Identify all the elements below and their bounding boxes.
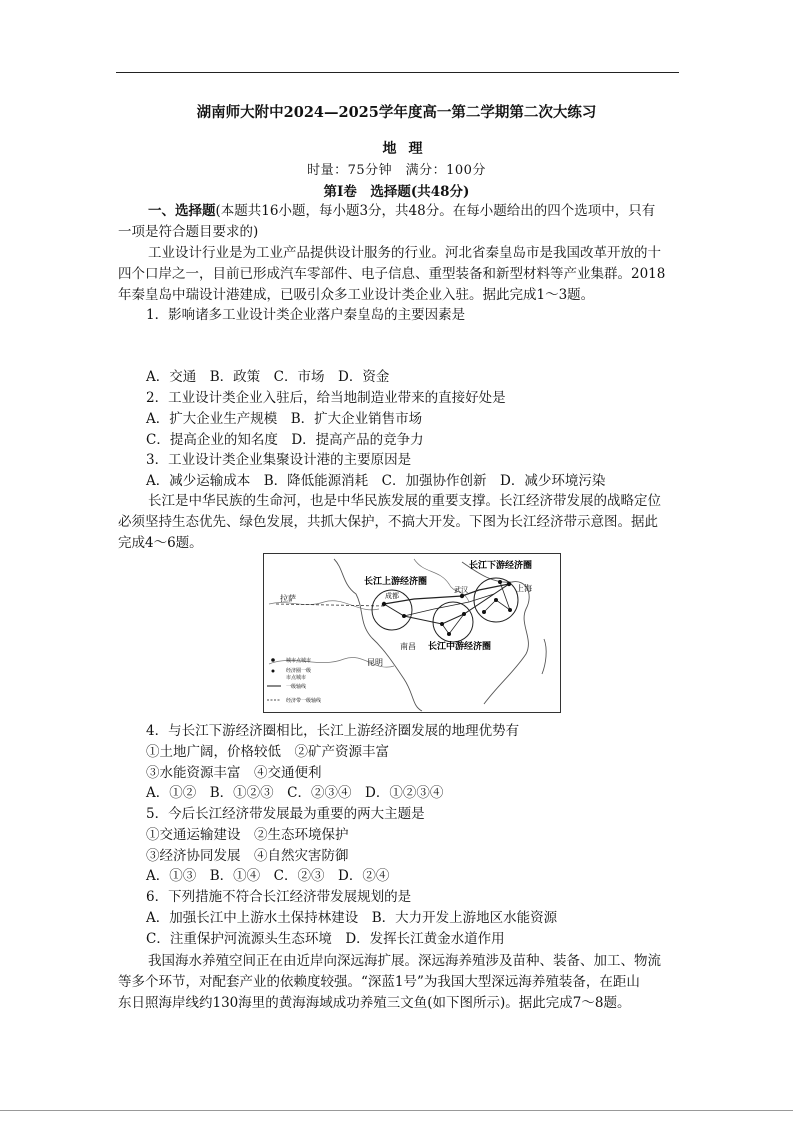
q4-options: A．①② B．①②③ C．②③④ D．①②③④ — [146, 785, 444, 801]
q5-stem: 5．今后长江经济带发展最为重要的两大主题是 — [146, 806, 425, 822]
city-dot — [507, 582, 511, 586]
section-instruction-cont: 一项是符合题目要求的) — [118, 224, 259, 240]
city-dot — [460, 594, 464, 598]
city-dot — [508, 608, 512, 612]
q5-choice: ①交通运输建设 ②生态环境保护 — [146, 827, 349, 843]
q5-options: A．①③ B．①④ C．②③ D．②④ — [146, 868, 390, 884]
bottom-rule — [0, 1110, 793, 1111]
city-dot — [382, 602, 386, 606]
q6-options: A．加强长江中上游水土保持林建设 B．大力开发上游地区水能资源 — [146, 910, 558, 926]
legend-entry: 城市点城市 — [286, 658, 312, 664]
legend-dot-icon — [272, 670, 275, 673]
city-dot — [498, 580, 502, 584]
q6-stem: 6．下列措施不符合长江经济带发展规划的是 — [146, 889, 412, 905]
q5-choice: ③经济协同发展 ④自然灾害防御 — [146, 848, 349, 864]
main-axis — [384, 584, 509, 604]
legend-entry: 经济圈一级 — [286, 668, 312, 674]
island-outline — [542, 639, 546, 674]
passage3-line: 东日照海岸线约130海里的黄海海域成功养殖三文鱼(如下图所示)。据此完成7～8题。 — [118, 995, 631, 1011]
legend-entry: 市点城市 — [286, 675, 307, 681]
city-dot — [494, 598, 498, 602]
passage3-line: 等多个环节，对配套产业的依赖度较强。“深蓝1号”为我国大型深远海养殖装备，在距山 — [118, 974, 640, 990]
legend-dot-icon — [271, 658, 275, 662]
label-upper-circle: 长江上游经济圈 — [364, 577, 428, 587]
passage2-line: 完成4～6题。 — [118, 535, 203, 551]
q1-stem: 1．影响诸多工业设计类企业落户秦皇岛的主要因素是 — [146, 307, 466, 323]
passage1-line: 工业设计行业是为工业产品提供设计服务的行业。河北省秦皇岛市是我国改革开放的十 — [148, 245, 661, 261]
city-dot — [440, 622, 444, 626]
label-nanchang: 南昌 — [400, 642, 416, 651]
main-axis — [384, 584, 509, 624]
label-chengdu: 成都 — [385, 592, 399, 600]
q4-stem: 4．与长江下游经济圈相比，长江上游经济圈发展的地理优势有 — [146, 723, 520, 739]
city-dot — [482, 610, 486, 614]
legend-entry: 经济带一级轴线 — [286, 698, 322, 704]
exam-title: 湖南师大附中2024—2025学年度高一第二学期第二次大练习 — [196, 104, 597, 121]
map-graphic — [264, 554, 560, 712]
passage1-line: 四个口岸之一，目前已形成汽车零部件、电子信息、重型装备和新型材料等产业集群。2018 — [118, 266, 666, 282]
passage1-line: 年秦皇岛中瑞设计港建成，已吸引众多工业设计类企业入驻。据此完成1～3题。 — [118, 287, 595, 303]
q3-stem: 3．工业设计类企业集聚设计港的主要原因是 — [146, 452, 412, 468]
section-lead: 一、选择题 — [148, 203, 216, 219]
q2-options: C．提高企业的知名度 D．提高产品的竞争力 — [146, 432, 424, 448]
top-rule — [116, 72, 679, 73]
section-instruction-text: (本题共16小题，每小题3分，共48分。在每小题给出的四个选项中，只有 — [215, 203, 656, 219]
label-middle-circle: 长江中游经济圈 — [428, 642, 492, 652]
passage3-line: 我国海水养殖空间正在由近岸向深远海扩展。深远海养殖涉及苗种、装备、加工、物流 — [148, 953, 661, 969]
passage2-line: 必须坚持生态优先、绿色发展，共抓大保护，不搞大开发。下图为长江经济带示意图。据此 — [118, 514, 658, 530]
legend-entry: 一级轴线 — [286, 684, 307, 690]
q6-options: C．注重保护河流源头生态环境 D．发挥长江黄金水道作用 — [146, 931, 505, 947]
q3-options: A．减少运输成本 B．降低能源消耗 C．加强协作创新 D．减少环境污染 — [146, 473, 606, 489]
passage2-line: 长江是中华民族的生命河，也是中华民族发展的重要支撑。长江经济带发展的战略定位 — [148, 493, 661, 509]
city-dot — [402, 614, 406, 618]
yangtze-economic-belt-map — [263, 553, 561, 713]
q1-options: A．交通 B．政策 C．市场 D．资金 — [146, 369, 390, 385]
q2-stem: 2．工业设计类企业入驻后，给当地制造业带来的直接好处是 — [146, 390, 506, 406]
subject-heading: 地理 — [382, 141, 435, 157]
label-wuhan: 武汉 — [454, 586, 468, 594]
city-dot — [447, 632, 451, 636]
q4-choice: ①土地广阔，价格较低 ②矿产资源丰富 — [146, 744, 389, 760]
label-shanghai: 上海 — [516, 584, 532, 593]
q2-options: A．扩大企业生产规模 B．扩大企业销售市场 — [146, 411, 423, 427]
branch-axis — [442, 614, 464, 634]
volume-heading: 第Ⅰ卷 选择题(共48分) — [323, 184, 470, 200]
q4-choice: ③水能资源丰富 ④交通便利 — [146, 765, 322, 781]
label-lhasa: 拉萨 — [280, 594, 296, 603]
label-lower-circle: 长江下游经济圈 — [469, 561, 533, 571]
section-instruction — [148, 202, 655, 220]
dashed-axis — [276, 604, 384, 606]
city-dot — [462, 612, 466, 616]
exam-meta: 时量：75分钟 满分：100分 — [307, 163, 486, 178]
label-kunming: 昆明 — [367, 658, 383, 667]
